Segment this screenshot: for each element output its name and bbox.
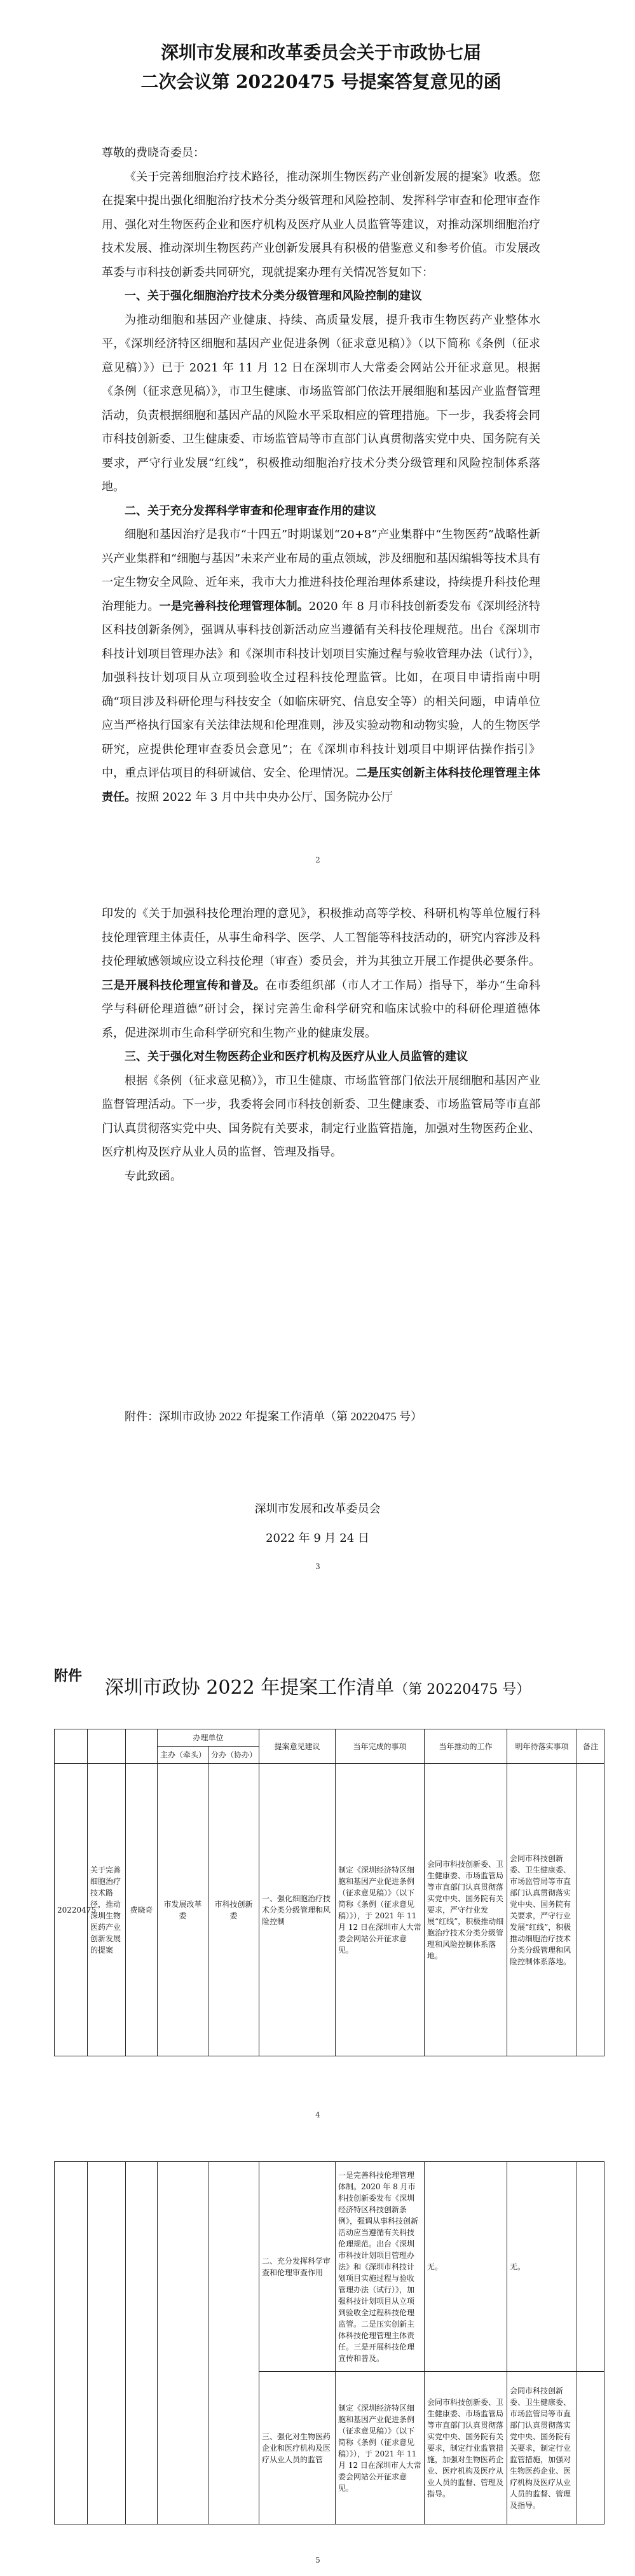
section-3-paragraph: 根据《条例（征求意见稿）》，市卫生健康、市场监管部门依法开展细胞和基因产业监督管理活动。下一步，我委将会同市科技创新委、卫生健康委、市场监管局等市直部门认真贯彻落实党中央、国务院有关要求，制定行业监管措施，加强对生物医药企业、医疗机构及医疗从业人员的监督、管理及指导。 <box>102 1074 540 1159</box>
letter-body-1 <box>102 141 540 809</box>
next-year-cell: 会同市科技创新委、卫生健康委、市场监管局等市直部门认真贯彻落实党中央、国务院有关要求，严守行业发展“红线”，积极推动细胞治疗技术分类分级管理和风险控制体系落地。 <box>507 1764 577 2056</box>
note-cell <box>577 2162 604 2372</box>
note-cell <box>577 2372 604 2524</box>
promoting-cell: 会同市科技创新委、卫生健康委、市场监管局等市直部门认真贯彻落实党中央、国务院有关要求，制定行业监管措施，加强对生物医药企业、医疗机构及医疗从业人员的监督、管理及指导。 <box>425 2372 507 2524</box>
promoting-header: 当年推动的工作 <box>425 1729 507 1764</box>
salutation: 尊敬的费晓奇委员： <box>102 146 205 160</box>
section-heading-1: 一、关于强化细胞治疗技术分类分级管理和风险控制的建议 <box>125 289 422 303</box>
title-line-2: 二次会议第 20220475 号提案答复意见的函 <box>140 71 502 92</box>
closing: 专此致函。 <box>125 1169 182 1183</box>
next-year-cell: 无。 <box>507 2162 577 2372</box>
suggestion-header: 提案意见建议 <box>259 1729 336 1764</box>
note-header: 备注 <box>577 1729 604 1764</box>
section-heading-3: 三、关于强化对生物医药企业和医疗机构及医疗从业人员监管的建议 <box>125 1050 468 1063</box>
assist-header: 分办（协办） <box>208 1747 259 1764</box>
done-cell: 制定《深圳经济特区细胞和基因产业促进条例（征求意见稿）》（以下简称《条例（征求意见稿）》），于 2021 年 11 月 12 日在深圳市人大常委会网站公开征求意见。 <box>336 2372 425 2524</box>
suggestion-cell: 三、强化对生物医药企业和医疗机构及医疗从业人员的监管 <box>259 2372 336 2524</box>
proposal-table-continued <box>54 2161 604 2524</box>
section-2-paragraph-2: 印发的《关于加强科技伦理治理的意见》，积极推动高等学校、科研机构等单位履行科技伦理管理主体责任，从事生命科学、医学、人工智能等科技活动的，研究内容涉及科技伦理敏感领域应设立科技伦理（审查）委员会，并为其独立开展工作提供必要条件。三是开展科技伦理宣传和普及。在市委组织部（市人才工作局）指导下，举办“生命科学与科研伦理道德”研讨会，探讨完善生命科学研究和临床试验中的科研伦理道德体系，促进深圳市生命科学研究和生物产业的健康发展。 <box>102 907 541 1040</box>
page-number: 2 <box>315 855 320 864</box>
suggestion-cell: 一、强化细胞治疗技术分类分级管理和风险控制 <box>259 1764 336 2056</box>
proposal-title: 关于完善细胞治疗技术路径，推动深圳生物医药产业创新发展的提案 <box>88 1764 126 2056</box>
promoting-cell: 会同市科技创新委、卫生健康委、市场监管局等市直部门认真贯彻落实党中央、国务院有关要求，严守行业发展“红线”，积极推动细胞治疗技术分类分级管理和风险控制体系落地。 <box>425 1764 507 2056</box>
attachment-page-1 <box>0 1703 635 2136</box>
proposal-table <box>54 1729 604 2056</box>
attachment-page-2 <box>0 2136 635 2576</box>
done-cell: 一是完善科技伦理管理体制。2020 年 8 月市科技创新委发布《深圳经济特区科技创新条例》，强调从事科技创新活动应当遵循有关科技伦理规范。出台《深圳市科技计划项目管理办法》和《深圳市科技计划项目实施过程与验收管理办法（试行）》，加强科技计划项目从立项到验收全过程科技伦理监管。二是压实创新主体科技伦理管理主体责任。三是开展科技伦理宣传和普及。 <box>336 2162 425 2372</box>
attachment-title: 深圳市政协 2022 年提案工作清单（第 20220475 号） <box>104 1677 531 1699</box>
note-cell <box>577 1764 604 2056</box>
date: 2022 年 9 月 24 日 <box>266 1532 369 1545</box>
next-year-header: 明年待落实事项 <box>507 1729 577 1764</box>
letter-body-2 <box>102 902 540 1188</box>
section-1-paragraph: 为推动细胞和基因产业健康、持续、高质量发展，提升我市生物医药产业整体水平，《深圳经济特区细胞和基因产业促进条例（征求意见稿）》（以下简称《条例（征求意见稿）》）已于 2021 年 11 月 12 日在深圳市人大常委会网站公开征求意见。根据《条例（征求意见稿）》，市卫生健康、市场监管部门依法开展细胞和基因产业监督管理活动，负责根据细胞和基因产品的风险水平采取相应的管理措施。下一步，我委将会同市科技创新委、卫生健康委、市场监管局等市直部门认真贯彻落实党中央、国务院有关要求，严守行业发展“红线”，积极推动细胞治疗技术分类分级管理和风险控制体系落地。 <box>102 313 540 494</box>
lead-org: 市发展改革委 <box>158 1764 208 2056</box>
org-header: 办理单位 <box>158 1729 259 1747</box>
done-cell: 制定《深圳经济特区细胞和基因产业促进条例（征求意见稿）》（以下简称《条例（征求意见稿）》），于 2021 年 11 月 12 日在深圳市人大常委会网站公开征求意见。 <box>336 1764 425 2056</box>
attachment-label: 附件 <box>54 1668 83 1684</box>
section-heading-2: 二、关于充分发挥科学审查和伦理审查作用的建议 <box>125 504 376 518</box>
promoting-cell: 无。 <box>425 2162 507 2372</box>
table-row <box>55 1764 604 2056</box>
assist-org: 市科技创新委 <box>208 1764 259 2056</box>
suggestion-cell: 二、充分发挥科学审查和伦理审查作用 <box>259 2162 336 2372</box>
proposer: 费晓奇 <box>126 1764 158 2056</box>
proposal-number: 20220475 <box>55 1764 88 2056</box>
intro-paragraph: 《关于完善细胞治疗技术路径，推动深圳生物医药产业创新发展的提案》收悉。您在提案中提出强化细胞治疗技术分类分级管理和风险控制、发挥科学审查和伦理审查作用、强化对生物医药企业和医疗机构及医疗从业人员监管等建议，对推动深圳细胞治疗技术发展、推动深圳生物医药产业创新发展具有积极的借鉴意义和参考价值。市发展改革委与市科技创新委共同研究，现就提案办理有关情况答复如下： <box>102 170 540 279</box>
page-number: 5 <box>315 2556 320 2565</box>
letter-page-1 <box>0 0 635 876</box>
page-number: 4 <box>315 2110 320 2119</box>
title-line-1: 深圳市发展和改革委员会关于市政协七届 <box>160 42 481 63</box>
page-number: 3 <box>315 1562 320 1571</box>
letter-title <box>102 38 540 97</box>
table-header-row <box>55 1729 604 1747</box>
lead-header: 主办（牵头） <box>158 1747 208 1764</box>
signature: 深圳市发展和改革委员会 <box>254 1502 381 1516</box>
attachment-reference: 附件：深圳市政协 2022 年提案工作清单（第 20220475 号） <box>125 1410 422 1423</box>
next-year-cell: 会同市科技创新委、卫生健康委、市场监管局等市直部门认真贯彻落实党中央、国务院有关要求，制定行业监管措施，加强对生物医药企业、医疗机构及医疗从业人员的监督、管理及指导。 <box>507 2372 577 2524</box>
letter-page-2 <box>0 876 635 1703</box>
section-2-paragraph-1: 细胞和基因治疗是我市“十四五”时期谋划“20+8”产业集群中“生物医药”战略性新兴产业集群和“细胞与基因”未来产业布局的重点领域，涉及细胞和基因编辑等技术具有一定生物安全风险、近年来，我市大力推进科技伦理治理体系建设，持续提升科技伦理治理能力。一是完善科技伦理管理体制。2020 年 8 月市科技创新委发布《深圳经济特区科技创新条例》，强调从事科技创新活动应当遵循有关科技伦理规范。出台《深圳市科技计划项目管理办法》和《深圳市科技计划项目实施过程与验收管理办法（试行）》，加强科技计划项目从立项到验收全过程科技伦理监管。比如，在项目申请指南中明确“项目涉及科研伦理与科技安全（如临床研究、信息安全等）的相关问题，申请单位应当严格执行国家有关法律法规和伦理准则，涉及实验动物和动物实验，人的生物医学研究，应提供伦理审查委员会意见”；在《深圳市科技计划项目中期评估操作指引》中，重点评估项目的科研诚信、安全、伦理情况。二是压实创新主体科技伦理管理主体责任。按照 2022 年 3 月中共中央办公厅、国务院办公厅 <box>102 528 541 804</box>
done-header: 当年完成的事项 <box>336 1729 425 1764</box>
table-row <box>55 2162 604 2372</box>
